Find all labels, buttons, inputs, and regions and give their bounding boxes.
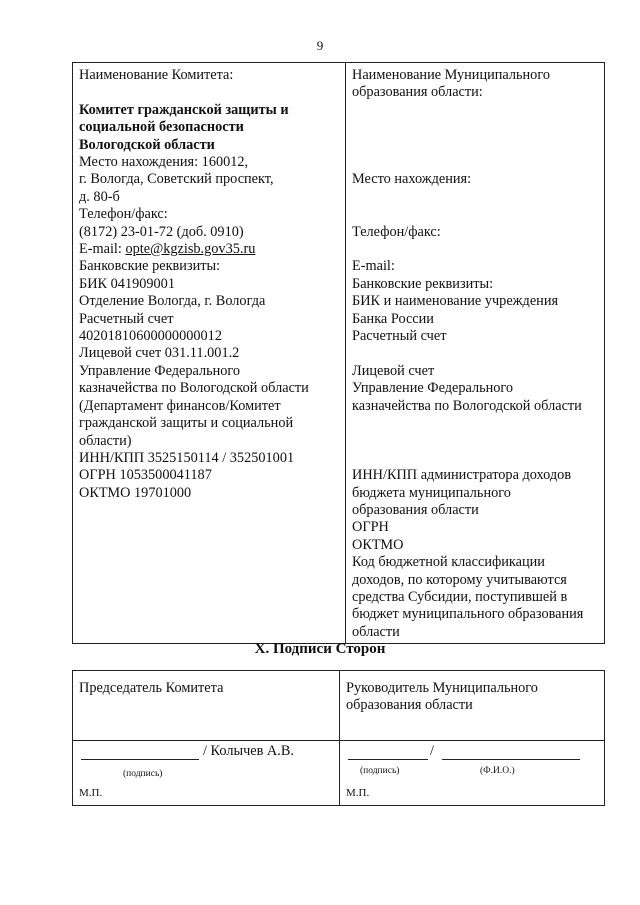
committee-bank-label: Банковские реквизиты: [79, 258, 221, 275]
municipality-treasury-line: казначейства по Вологодской области [352, 397, 582, 414]
municipality-kbk-line: средства Субсидии, поступившей в [352, 589, 568, 606]
municipality-header-line: Наименование Муниципального [352, 67, 550, 83]
municipality-kbk-line: доходов, по которому учитываются [352, 571, 567, 588]
committee-sign-caption: (подпись) [123, 769, 163, 779]
municipality-oktmo: ОКТМО [352, 536, 404, 553]
municipality-phone-label: Телефон/факс: [352, 223, 441, 240]
municipality-signatory-role-line: образования области [346, 697, 473, 714]
municipality-bank-label: Банковские реквизиты: [352, 275, 494, 292]
committee-treasury-line: казначейства по Вологодской области [79, 380, 309, 397]
committee-phone-label: Телефон/факс: [79, 206, 168, 223]
committee-phone-value: (8172) 23-01-72 (доб. 0910) [79, 223, 244, 240]
municipality-signature-line[interactable] [348, 759, 428, 760]
committee-signature-line[interactable] [81, 759, 199, 760]
municipality-bik-line: Банка России [352, 310, 434, 327]
committee-stamp-label: М.П. [79, 786, 103, 799]
committee-address-line: д. 80-б [79, 188, 120, 205]
committee-ogrn: ОГРН 1053500041187 [79, 467, 212, 484]
committee-name-line: социальной безопасности [79, 119, 244, 136]
committee-address-line: г. Вологда, Советский проспект, [79, 171, 274, 188]
municipality-kbk-line: бюджет муниципального образования [352, 606, 584, 623]
committee-email [79, 241, 339, 258]
requisites-table [72, 62, 605, 644]
municipality-account-label: Расчетный счет [352, 327, 447, 344]
municipality-signature-slash: / [430, 743, 434, 759]
municipality-treasury-line: Управление Федерального [352, 380, 514, 397]
municipality-inn-line: ИНН/КПП администратора доходов [352, 467, 572, 484]
committee-inn: ИНН/КПП 3525150114 / 352501001 [79, 449, 295, 466]
municipality-kbk-line: области [352, 623, 400, 640]
municipality-signatory-role-line: Руководитель Муниципального [346, 680, 538, 696]
committee-treasury-line: гражданской защиты и социальной [79, 415, 294, 432]
committee-address-line: Место нахождения: 160012, [79, 154, 249, 171]
signatures-section-title: X. Подписи Сторон [254, 641, 386, 657]
municipality-fio-caption: (Ф.И.О.) [480, 766, 515, 776]
committee-branch: Отделение Вологда, г. Вологда [79, 293, 266, 310]
municipality-kbk-line: Код бюджетной классификации [352, 554, 545, 571]
municipality-address-label: Место нахождения: [352, 171, 472, 188]
committee-requisites [73, 63, 346, 644]
municipality-email-label: E-mail: [352, 258, 395, 275]
committee-signature-cell [73, 741, 340, 806]
municipality-inn-line: образования области [352, 501, 479, 518]
email-label: E-mail: [79, 241, 126, 258]
committee-header: Наименование Комитета: [79, 67, 234, 83]
municipality-bik-line: БИК и наименование учреждения [352, 293, 559, 310]
committee-signatory-name: / Колычев А.В. [203, 743, 294, 759]
committee-treasury-line: (Департамент финансов/Комитет [79, 397, 281, 414]
municipality-sign-caption: (подпись) [360, 766, 400, 776]
committee-treasury-line: Управление Федерального [79, 362, 241, 379]
municipality-signatory-cell [340, 671, 605, 741]
municipality-inn-line: бюджета муниципального [352, 484, 511, 501]
committee-name-line: Вологодской области [79, 136, 215, 153]
municipality-personal-account: Лицевой счет [352, 362, 435, 379]
municipality-ogrn: ОГРН [352, 519, 389, 536]
committee-signatory-role: Председатель Комитета [79, 680, 224, 696]
municipality-fio-line[interactable] [442, 759, 580, 760]
committee-account-label: Расчетный счет [79, 310, 174, 327]
municipality-header-line: образования области: [352, 84, 483, 101]
committee-oktmo: ОКТМО 19701000 [79, 484, 192, 501]
signatures-table [72, 670, 605, 806]
municipality-stamp-label: М.П. [346, 786, 370, 799]
committee-personal-account: Лицевой счет 031.11.001.2 [79, 345, 240, 362]
municipality-requisites [346, 63, 605, 644]
committee-treasury-line: области) [79, 432, 132, 449]
page-number: 9 [316, 38, 324, 53]
email-link[interactable]: opte@kgzisb.gov35.ru [125, 241, 256, 258]
committee-name-line: Комитет гражданской защиты и [79, 101, 289, 118]
committee-signatory-cell [73, 671, 340, 741]
municipality-signature-cell [340, 741, 605, 806]
committee-bik: БИК 041909001 [79, 275, 175, 292]
committee-account-value: 40201810600000000012 [79, 328, 222, 345]
